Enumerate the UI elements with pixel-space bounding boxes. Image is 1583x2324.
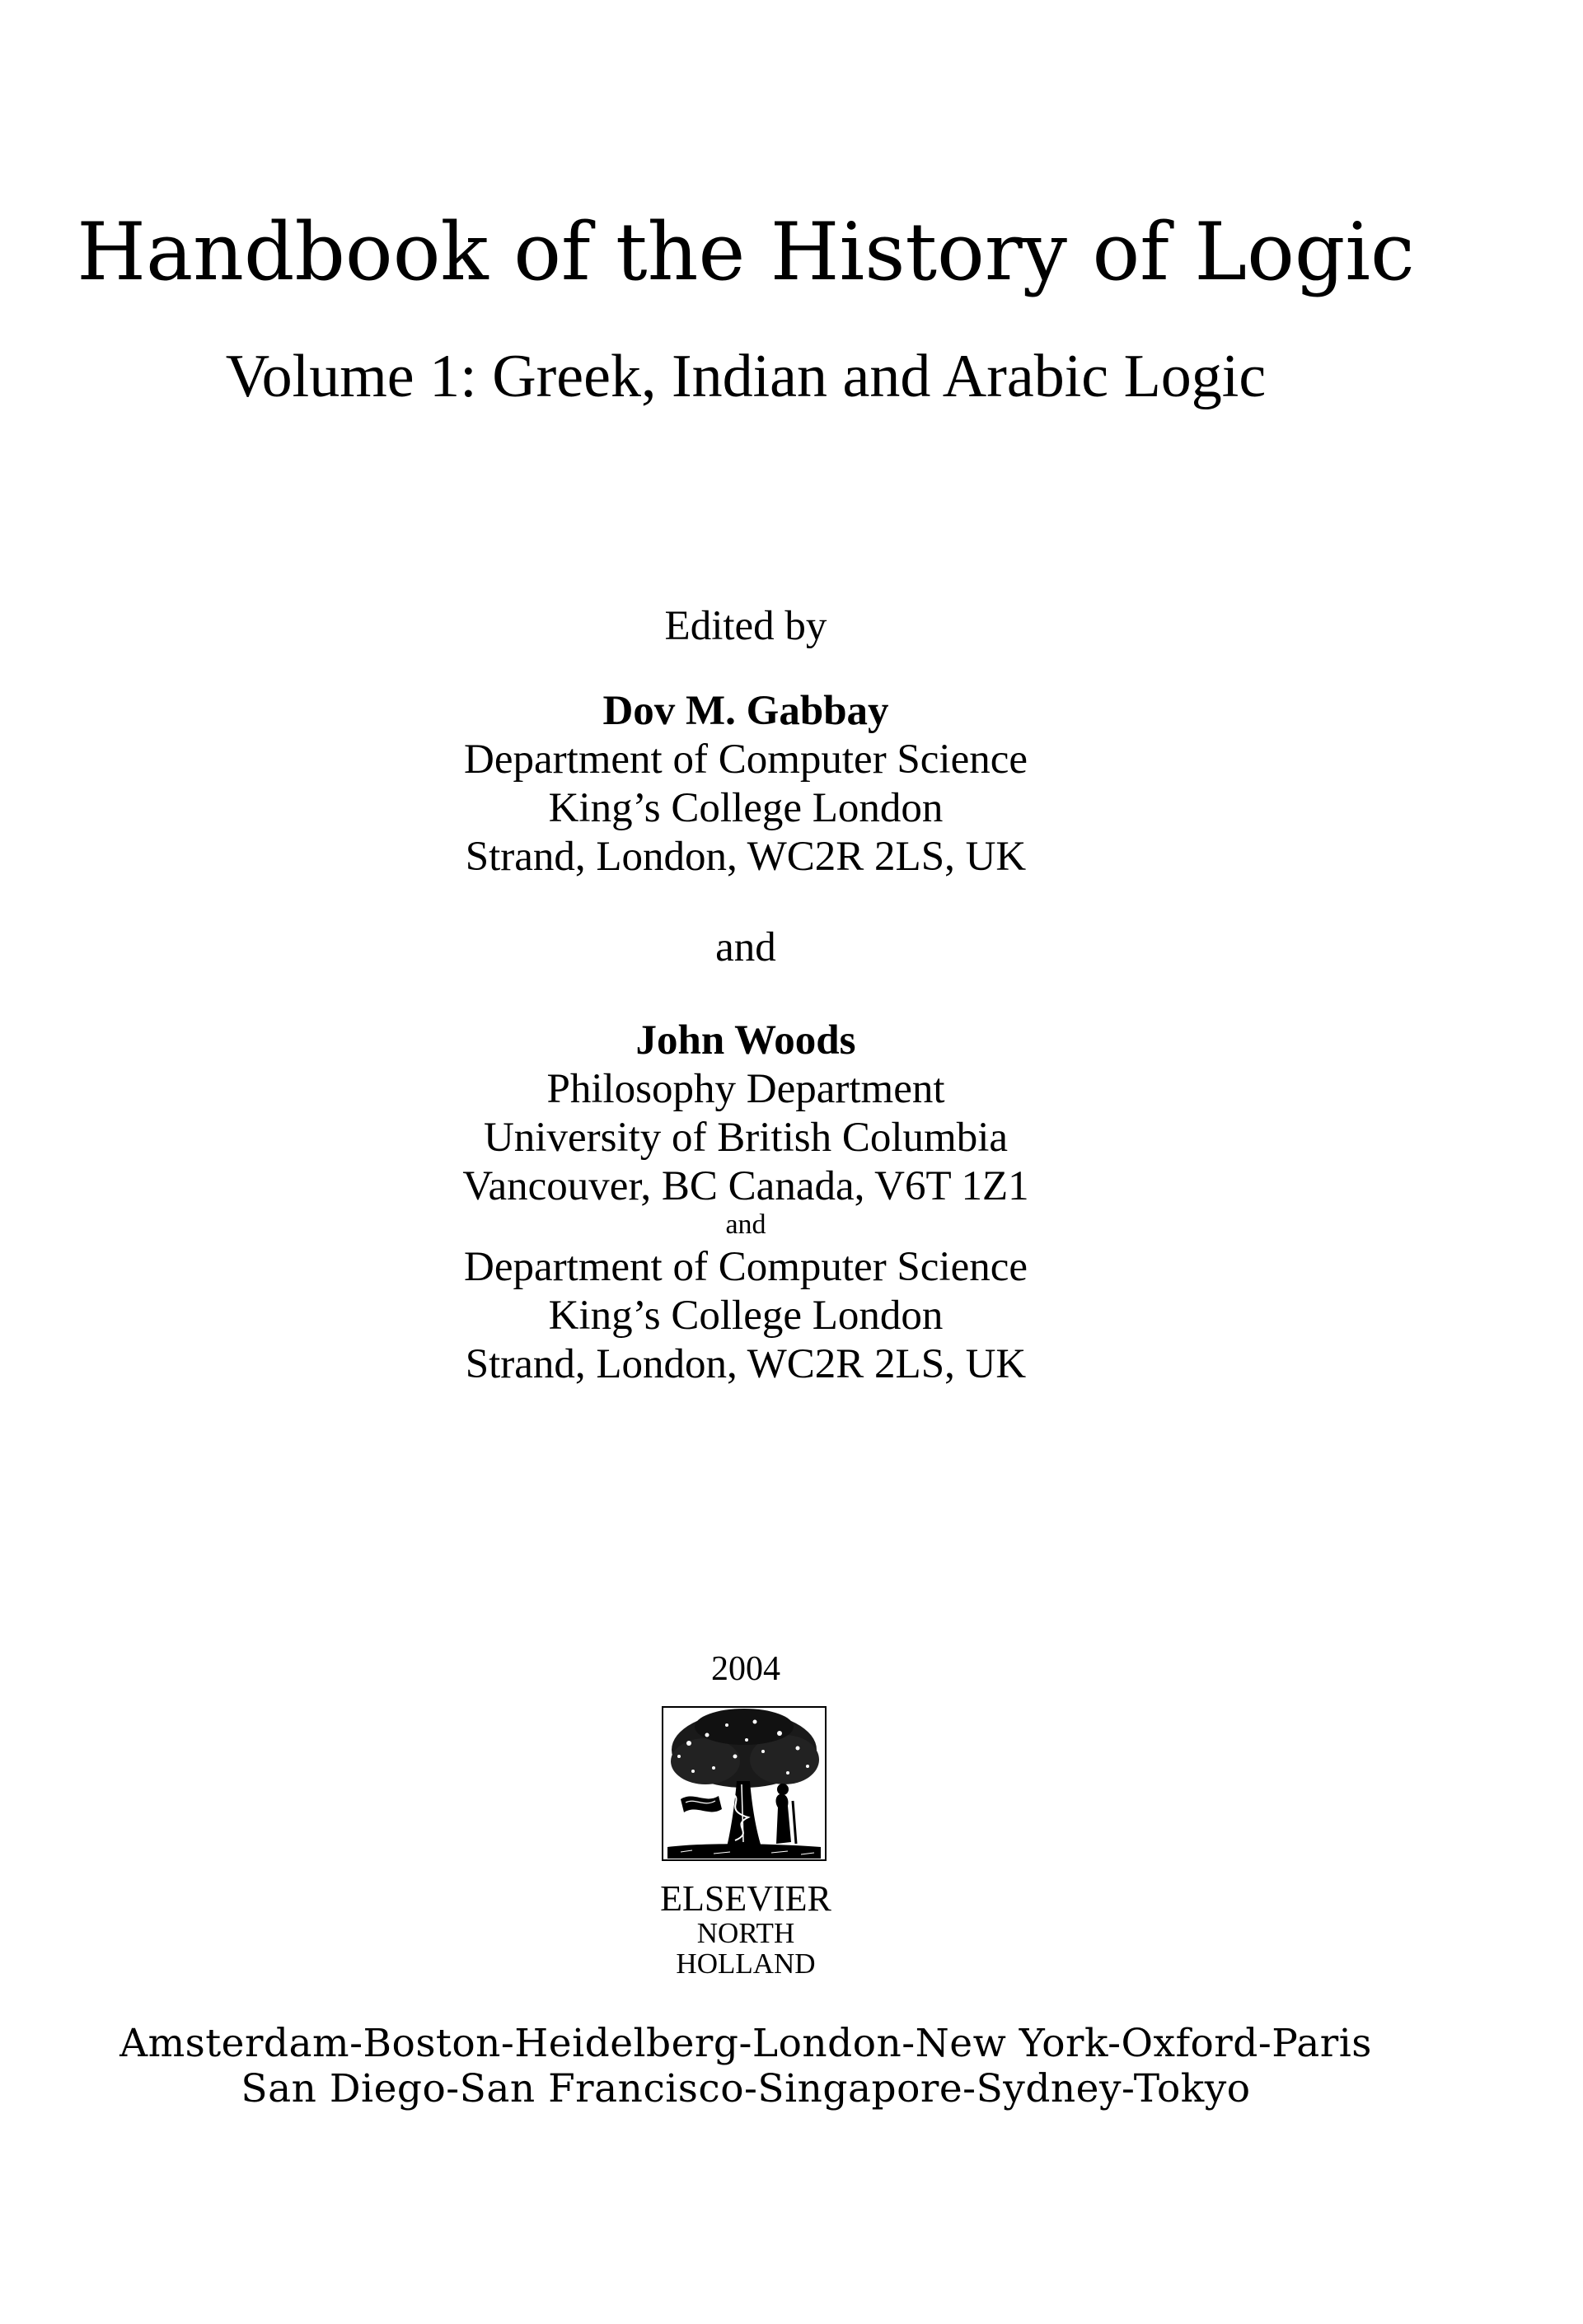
editor2-address: Vancouver, BC Canada, V6T 1Z1 (462, 1163, 1029, 1209)
editor2-department2: Department of Computer Science (463, 1244, 1028, 1290)
editor2-name: John Woods (635, 1017, 856, 1064)
publisher-north: NORTH (696, 1917, 795, 1949)
publisher-name: ELSEVIER (660, 1878, 831, 1919)
elsevier-tree-logo-icon (656, 1702, 832, 1867)
editor1-department: Department of Computer Science (463, 736, 1028, 783)
editor1-name: Dov M. Gabbay (602, 688, 889, 734)
editor2-and-small: and (725, 1209, 766, 1240)
volume-subtitle: Volume 1: Greek, Indian and Arabic Logic (225, 343, 1267, 410)
and-separator: and (715, 924, 776, 970)
editor2-university: University of British Columbia (483, 1115, 1009, 1161)
publication-year: 2004 (711, 1650, 780, 1688)
editor1-college: King’s College London (548, 785, 944, 831)
publisher-holland: HOLLAND (676, 1948, 816, 1980)
publisher-cities-line1: Amsterdam-Boston-Heidelberg-London-New York-Oxford-Paris (119, 2021, 1372, 2066)
edited-by-label: Edited by (664, 603, 827, 649)
editor1-address: Strand, London, WC2R 2LS, UK (465, 834, 1027, 880)
editor2-department: Philosophy Department (546, 1066, 945, 1112)
editor2-address2: Strand, London, WC2R 2LS, UK (465, 1341, 1027, 1387)
editor2-college: King’s College London (548, 1293, 944, 1339)
publisher-cities-line2: San Diego-San Francisco-Singapore-Sydney-Tokyo (241, 2066, 1251, 2111)
book-title: Handbook of the History of Logic (77, 206, 1415, 298)
